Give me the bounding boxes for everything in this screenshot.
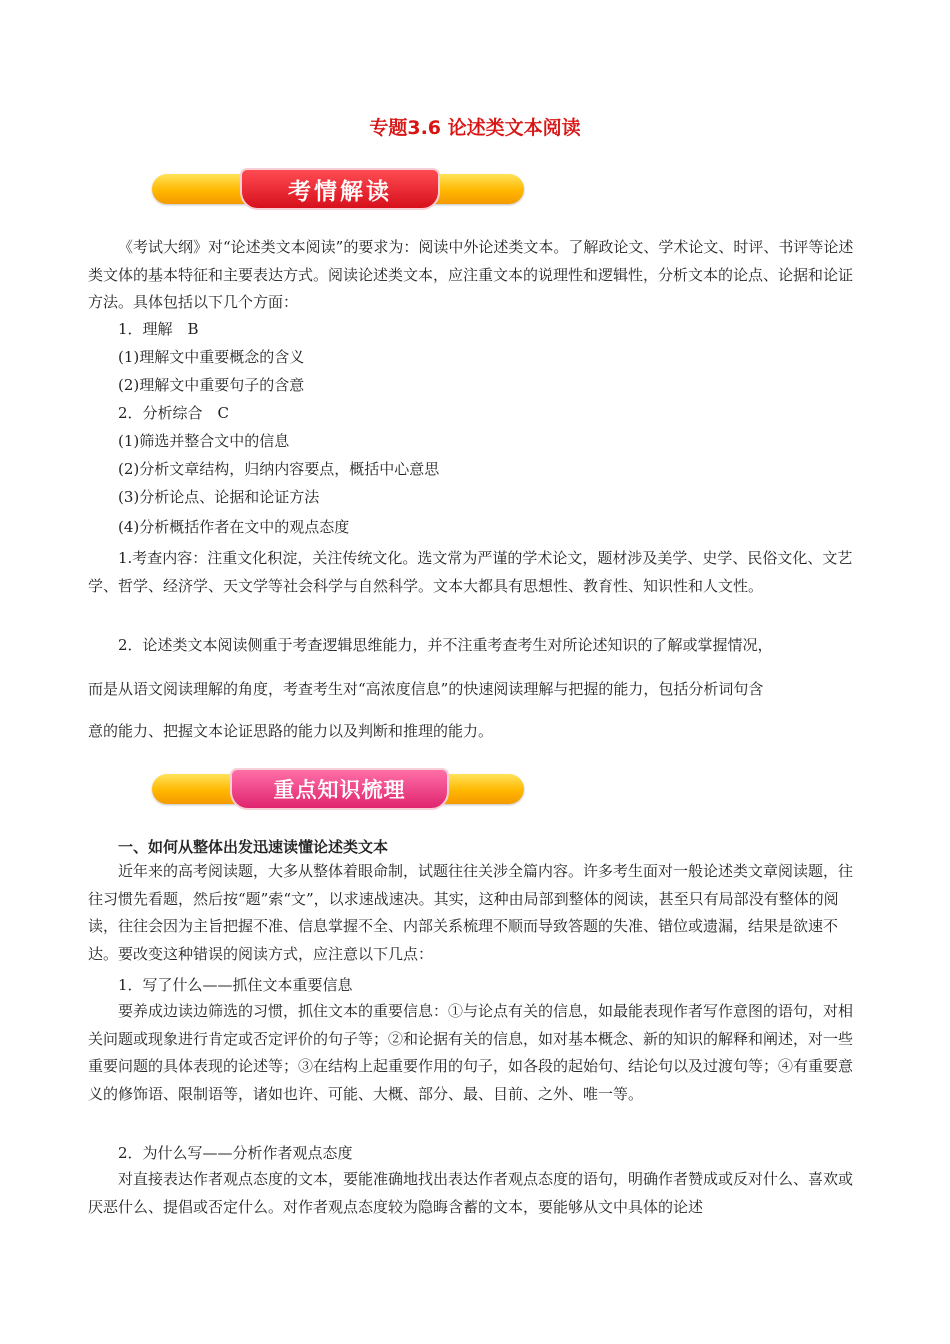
point-heading: 2．为什么写——分析作者观点态度 bbox=[118, 1144, 353, 1162]
list-item: 1．理解 B bbox=[118, 320, 199, 338]
exam-content-paragraph: 1.考查内容：注重文化积淀，关注传统文化。选文常为严谨的学术论文，题材涉及美学、史学、民俗文化、文艺学、哲学、经济学、天文学等社会科学与自然科学。文本大都具有思想性、教育性、知识性和人文性。 bbox=[88, 549, 853, 595]
paragraph-line: 意的能力、把握文本论证思路的能力以及判断和推理的能力。 bbox=[88, 722, 494, 740]
page-title: 专题3.6 论述类文本阅读 bbox=[369, 117, 581, 139]
list-item: (2)理解文中重要句子的含意 bbox=[118, 376, 305, 394]
list-item: (4)分析概括作者在文中的观点态度 bbox=[118, 518, 350, 536]
point-heading: 1．写了什么——抓住文本重要信息 bbox=[118, 976, 353, 994]
banner-label: 重点知识梳理 bbox=[230, 768, 449, 810]
list-item: (1)筛选并整合文中的信息 bbox=[118, 432, 290, 450]
section-banner-exam-analysis bbox=[152, 168, 524, 208]
section-heading: 一、如何从整体出发迅速读懂论述类文本 bbox=[118, 838, 389, 856]
list-item: (3)分析论点、论据和论证方法 bbox=[118, 488, 320, 506]
section-banner-key-knowledge bbox=[152, 768, 524, 808]
banner-label: 考情解读 bbox=[240, 168, 440, 210]
point-paragraph: 要养成边读边筛选的习惯，抓住文本的重要信息：①与论点有关的信息，如最能表现作者写作意图的语句，对相关问题或现象进行肯定或否定评价的句子等；②和论据有关的信息，如对基本概念、新的知识的解释和阐述，对一些重要问题的具体表现的论述等；③在结构上起重要作用的句子，如各段的起始句、结论句以及过渡句等；④有重要意义的修饰语、限制语等，诸如也许、可能、大概、部分、最、目前、之外、唯一等。 bbox=[88, 1002, 854, 1103]
list-item: (2)分析文章结构，归纳内容要点，概括中心意思 bbox=[118, 460, 440, 478]
list-item: 2．分析综合 C bbox=[118, 404, 230, 422]
intro-paragraph: 《考试大纲》对“论述类文本阅读”的要求为：阅读中外论述类文本。了解政论文、学术论文、时评、书评等论述类文体的基本特征和主要表达方式。阅读论述类文本，应注重文本的说理性和逻辑性，分析文本的论点、论据和论证方法。具体包括以下几个方面： bbox=[88, 238, 854, 311]
point-paragraph: 对直接表达作者观点态度的文本，要能准确地找出表达作者观点态度的语句，明确作者赞成或反对什么、喜欢或厌恶什么、提倡或否定什么。对作者观点态度较为隐晦含蓄的文本，要能够从文中具体的论述 bbox=[88, 1170, 854, 1216]
list-item: (1)理解文中重要概念的含义 bbox=[118, 348, 305, 366]
paragraph-line: 而是从语文阅读理解的角度，考查考生对“高浓度信息”的快速阅读理解与把握的能力，包括分析词句含 bbox=[88, 680, 764, 698]
section-paragraph: 近年来的高考阅读题，大多从整体着眼命制，试题往往关涉全篇内容。许多考生面对一般论述类文章阅读题，往往习惯先看题，然后按“题”索“文”，以求速战速决。其实，这种由局部到整体的阅读，甚至只有局部没有整体的阅读，往往会因为主旨把握不准、信息掌握不全、内部关系梳理不顺而导致答题的失准、错位或遗漏，结果是欲速不达。要改变这种错误的阅读方式，应注意以下几点： bbox=[88, 862, 854, 963]
paragraph-line: 2．论述类文本阅读侧重于考查逻辑思维能力，并不注重考查考生对所论述知识的了解或掌握情况， bbox=[118, 636, 773, 654]
